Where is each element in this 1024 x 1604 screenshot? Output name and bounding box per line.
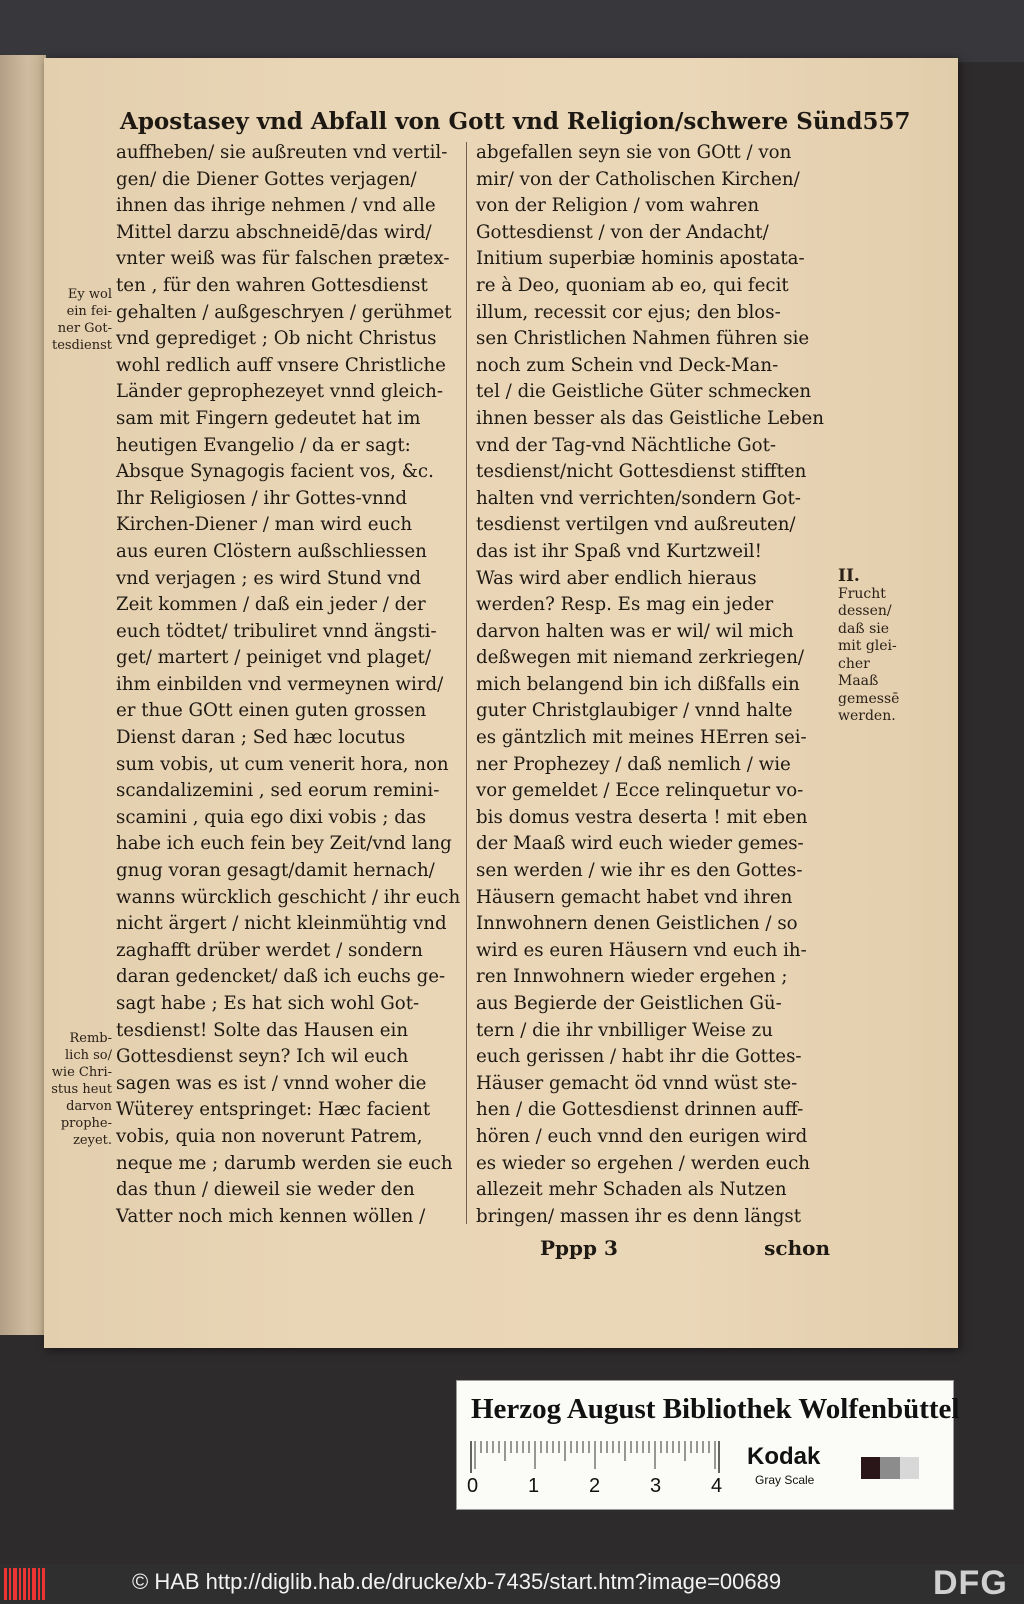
margin-note-number: II. <box>838 566 860 586</box>
text-line: ihm einbilden vnd vermeynen wird/ <box>116 673 444 695</box>
margin-note-line: prophe- <box>60 1116 112 1131</box>
text-line: es gäntzlich mit meines HErren sei- <box>476 727 807 749</box>
text-line: Häuser gemacht öd vnnd wüst ste- <box>476 1072 798 1094</box>
text-line: scandalizemini , sed eorum remini- <box>116 780 440 802</box>
gray-scale-label: Gray Scale <box>755 1473 815 1487</box>
text-line: sum vobis, ut cum venerit hora, non <box>116 753 449 775</box>
text-line: gen/ die Diener Gottes verjagen/ <box>116 168 417 190</box>
margin-note-line: werden. <box>838 708 896 724</box>
margin-note-line: Maaß <box>838 673 879 689</box>
running-head <box>120 108 911 144</box>
text-line: euch gerissen / habt ihr die Gottes- <box>476 1046 802 1068</box>
text-line: ihnen das ihrige nehmen / vnd alle <box>116 195 436 217</box>
left-text-column <box>116 140 462 1230</box>
text-line: Initium superbiæ hominis apostata- <box>476 248 805 270</box>
text-line: ihnen besser als das Geistliche Leben <box>476 407 824 429</box>
text-line: daran gedencket/ daß ich euchs ge- <box>116 966 446 988</box>
ruler-number: 0 <box>467 1475 479 1497</box>
text-line: abgefallen seyn sie von GOtt / von <box>476 142 792 163</box>
text-line: bis domus vestra deserta ! mit eben <box>476 806 808 828</box>
text-line: heutigen Evangelio / da er sagt: <box>116 434 411 456</box>
viewer-footer <box>0 1564 1024 1604</box>
text-line: guter Christglaubiger / vnnd halte <box>476 700 793 722</box>
text-line: noch zum Schein vnd Deck-Man- <box>476 354 779 376</box>
text-line: ten , für den wahren Gottesdienst <box>116 274 428 296</box>
dfg-logo: DFG <box>933 1564 1008 1602</box>
text-line: Häusern gemacht habet vnd ihren <box>476 886 793 908</box>
margin-note-line: daß sie <box>838 620 890 637</box>
text-line: Länder geprophezeyet vnnd gleich- <box>116 381 444 403</box>
margin-note-line: darvon <box>66 1099 112 1114</box>
text-line: sen Christlichen Nahmen führen sie <box>476 328 810 350</box>
text-line: Gottesdienst / von der Andacht/ <box>476 221 769 243</box>
text-line: bringen/ massen ihr es denn längst <box>476 1205 802 1227</box>
text-line: es wieder so ergehen / werden euch <box>476 1152 811 1174</box>
catchword: schon <box>764 1236 830 1260</box>
text-line: tesdienst! Solte das Hausen ein <box>116 1019 409 1041</box>
text-line: Innwohnern denen Geistlichen / so <box>476 913 798 935</box>
ruler-number: 3 <box>650 1475 662 1497</box>
margin-note-line: Ey wol <box>67 287 112 302</box>
text-line: Mittel darzu abschneidē/das wird/ <box>116 221 432 243</box>
gray-swatch <box>900 1457 919 1479</box>
margin-note-line: ner Got- <box>57 321 112 336</box>
text-line: habe ich euch fein bey Zeit/vnd lang <box>116 833 452 855</box>
text-line: Vatter noch mich kennen wöllen / <box>116 1205 426 1227</box>
right-text-column <box>476 140 832 1230</box>
text-line: halten vnd verrichten/sondern Got- <box>476 487 801 509</box>
gray-swatch <box>861 1457 880 1479</box>
text-line: werden? Resp. Es mag ein jeder <box>476 594 774 616</box>
text-line: get/ martert / peiniget vnd plaget/ <box>116 647 431 669</box>
text-line: deßwegen mit niemand zerkriegen/ <box>476 647 805 669</box>
text-line: gnug voran gesagt/damit hernach/ <box>116 860 435 882</box>
margin-note-line: zeyet. <box>73 1133 112 1148</box>
text-line: wanns würcklich geschicht / ihr euch <box>116 886 461 908</box>
text-line: Kirchen-Diener / man wird euch <box>116 514 413 536</box>
text-line: darvon halten was er wil/ wil mich <box>476 620 794 642</box>
running-head-text: Apostasey vnd Abfall von Gott vnd Religion/schwere Sünd <box>120 108 863 135</box>
margin-note-line: Remb- <box>69 1031 112 1046</box>
left-margin-note-1 <box>2 286 112 354</box>
margin-note-line: dessen/ <box>838 603 892 619</box>
margin-note-line: cher <box>838 655 870 672</box>
text-line: sagt habe ; Es hat sich wohl Got- <box>116 993 420 1014</box>
right-margin-note <box>838 568 918 726</box>
ruler-number: 4 <box>711 1475 723 1497</box>
ruler-numbers <box>467 1475 737 1499</box>
text-line: vnd der Tag-vnd Nächtliche Got- <box>476 434 777 456</box>
text-line: ner Prophezey / daß nemlich / wie <box>476 753 791 775</box>
text-line: allezeit mehr Schaden als Nutzen <box>476 1179 787 1201</box>
text-line: Gottesdienst seyn? Ich wil euch <box>116 1046 409 1068</box>
text-line: vobis, quia non noverunt Patrem, <box>116 1125 423 1147</box>
text-line: er thue GOtt einen guten grossen <box>116 700 427 722</box>
margin-note-line: wie Chri- <box>51 1065 112 1080</box>
text-line: scamini , quia ego dixi vobis ; das <box>116 806 427 828</box>
gray-swatches <box>861 1457 919 1479</box>
text-line: sen werden / wie ihr es den Gottes- <box>476 860 803 882</box>
text-line: tesdienst/nicht Gottesdienst stifften <box>476 461 807 483</box>
scan-backdrop <box>0 0 1024 62</box>
text-line: auffheben/ sie außreuten vnd vertil- <box>116 142 448 163</box>
hab-barcode-icon <box>4 1568 46 1600</box>
text-line: wird es euren Häusern vnd euch ih- <box>476 939 807 961</box>
text-line: ren Innwohnern wieder ergehen ; <box>476 966 788 988</box>
text-line: vnd geprediget ; Ob nicht Christus <box>116 328 437 350</box>
text-line: sam mit Fingern gedeutet hat im <box>116 407 421 429</box>
text-line: Dienst daran ; Sed hæc locutus <box>116 727 406 749</box>
source-url[interactable]: © HAB http://diglib.hab.de/drucke/xb-7435/start.htm?image=00689 <box>132 1569 782 1594</box>
ruler-number: 1 <box>528 1475 540 1497</box>
text-line: mir/ von der Catholischen Kirchen/ <box>476 168 800 190</box>
text-line: tesdienst vertilgen vnd außreuten/ <box>476 514 796 536</box>
text-line: aus euren Clöstern außschliessen <box>116 540 427 562</box>
margin-note-line: gemessē <box>838 690 900 707</box>
text-line: gehalten / außgeschryen / gerühmet <box>116 301 452 323</box>
margin-note-line: Frucht <box>838 585 886 602</box>
text-line: vor gemeldet / Ecce relinquetur vo- <box>476 780 804 802</box>
text-line: neque me ; darumb werden sie euch <box>116 1152 453 1174</box>
text-line: zaghafft drüber werdet / sondern <box>116 939 423 961</box>
kodak-logo: Kodak <box>747 1443 821 1470</box>
text-line: vnd verjagen ; es wird Stund vnd <box>116 567 422 589</box>
text-line: das thun / dieweil sie weder den <box>116 1179 415 1201</box>
page-footer-line <box>540 1236 830 1266</box>
text-line: der Maaß wird euch wieder gemes- <box>476 833 804 855</box>
text-line: Zeit kommen / daß ein jeder / der <box>116 594 426 616</box>
margin-note-line: lich so/ <box>65 1048 112 1063</box>
ruler-number: 2 <box>589 1475 601 1497</box>
text-line: re à Deo, quoniam ab eo, qui fecit <box>476 274 789 296</box>
text-line: Wüterey entspringet: Hæc facient <box>116 1099 431 1121</box>
text-line: aus Begierde der Geistlichen Gü- <box>476 993 782 1014</box>
text-line: wohl redlich auff vnsere Christliche <box>116 354 446 376</box>
text-line: euch tödtet/ tribuliret vnnd ängsti- <box>116 620 437 642</box>
text-line: Was wird aber endlich hieraus <box>476 567 757 589</box>
page-number: 557 <box>862 108 911 135</box>
margin-note-line: tesdienst <box>51 338 112 353</box>
left-margin-note-2 <box>2 1030 112 1149</box>
text-line: tel / die Geistliche Güter schmecken <box>476 381 812 403</box>
gray-swatch <box>880 1457 899 1479</box>
text-line: von der Religion / vom wahren <box>476 195 760 217</box>
text-line: nicht ärgert / nicht kleinmühtig vnd <box>116 913 447 935</box>
text-line: sagen was es ist / vnnd woher die <box>116 1072 427 1094</box>
margin-note-line: stus heut <box>51 1082 112 1097</box>
text-line: Ihr Religiosen / ihr Gottes-vnnd <box>116 487 408 509</box>
text-line: mich belangend bin ich dißfalls ein <box>476 673 800 695</box>
text-line: Absque Synagogis facient vos, &c. <box>116 461 434 483</box>
margin-note-line: ein fei- <box>66 304 112 319</box>
text-line: vnter weiß was für falschen prætex- <box>116 248 450 270</box>
column-divider <box>466 142 467 1224</box>
signature-mark: Pppp 3 <box>540 1236 618 1260</box>
text-line: tern / die ihr vnbilliger Weise zu <box>476 1019 773 1041</box>
text-line: hen / die Gottesdienst drinnen auff- <box>476 1099 804 1121</box>
text-line: illum, recessit cor ejus; den blos- <box>476 301 781 323</box>
scale-ruler <box>471 1439 721 1473</box>
library-color-card <box>456 1380 960 1510</box>
library-name: Herzog August Bibliothek Wolfenbüttel <box>471 1393 960 1425</box>
margin-note-line: mit glei- <box>838 638 897 654</box>
text-line: das ist ihr Spaß vnd Kurtzweil! <box>476 540 762 562</box>
text-line: hören / euch vnnd den eurigen wird <box>476 1125 808 1147</box>
